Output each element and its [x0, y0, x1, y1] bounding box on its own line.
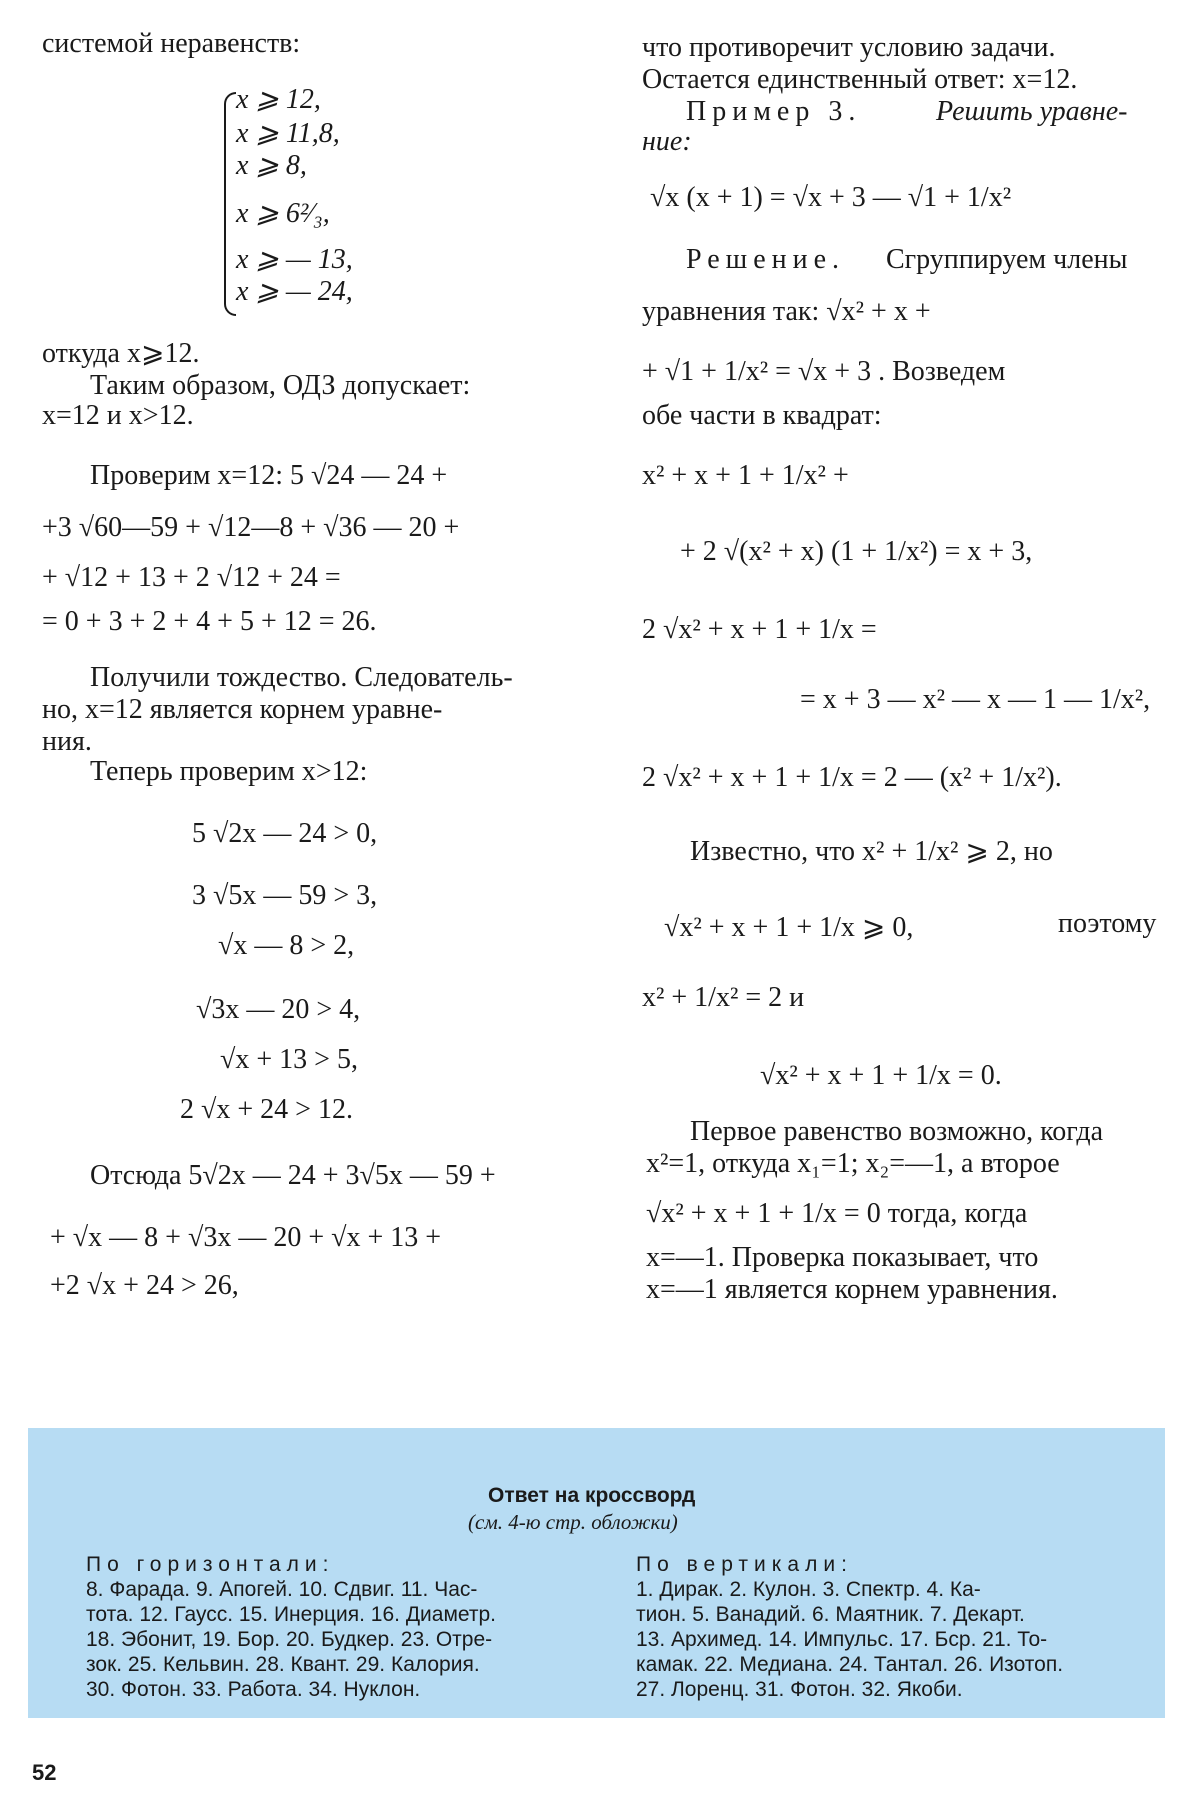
crossword-answer-box: [28, 1428, 1165, 1718]
page-number: 52: [32, 1760, 57, 1785]
inequality: √3x — 20 > 4,: [196, 994, 361, 1025]
formula-line: Отсюда 5√2x — 24 + 3√5x — 59 +: [90, 1160, 496, 1191]
text-line: обе части в квадрат:: [642, 400, 882, 431]
crossword-subtitle: (см. 4-ю стр. обложки): [468, 1510, 678, 1534]
formula-line: +3 √60—59 + √12—8 + √36 — 20 +: [42, 512, 460, 543]
down-line: камак. 22. Медиана. 24. Тантал. 26. Изотоп.: [636, 1653, 1064, 1676]
text-line: Сгруппируем члены: [886, 244, 1128, 275]
down-line: тион. 5. Ванадий. 6. Маятник. 7. Декарт.: [636, 1603, 1025, 1626]
across-column: [86, 1552, 606, 1702]
text-line: уравнения так: √x² + x +: [642, 296, 931, 327]
solution-label: Решение.: [686, 244, 846, 275]
text-line: Известно, что x² + 1/x² ⩾ 2, но: [690, 836, 1053, 867]
example-task: Решить уравне-: [936, 96, 1128, 127]
text-line: поэтому: [1058, 908, 1157, 939]
formula-line: √x² + x + 1 + 1/x = 0.: [760, 1060, 1002, 1091]
across-label: По горизонтали:: [86, 1553, 335, 1576]
inequality: 2 √x + 24 > 12.: [180, 1094, 353, 1125]
text-line: Таким образом, ОДЗ допускает:: [90, 370, 471, 401]
formula-line: 2 √x² + x + 1 + 1/x =: [642, 614, 877, 645]
text-line: но, x=12 является корнем уравне-: [42, 694, 443, 725]
system-row: x ⩾ 11,8,: [236, 118, 340, 149]
system-brace: [224, 92, 236, 316]
text-line: x=—1. Проверка показывает, что: [646, 1242, 1039, 1273]
text-line: Получили тождество. Следователь-: [90, 662, 513, 693]
inequality: 5 √2x — 24 > 0,: [192, 818, 378, 849]
formula-line: +2 √x + 24 > 26,: [50, 1270, 239, 1301]
system-row: x ⩾ 8,: [236, 150, 307, 181]
across-line: зок. 25. Кельвин. 28. Квант. 29. Калория.: [86, 1653, 480, 1676]
text-line: + √1 + 1/x² = √x + 3 . Возведем: [642, 356, 1006, 387]
text-line: что противоречит условию задачи.: [642, 32, 1056, 63]
formula-line: + √x — 8 + √3x — 20 + √x + 13 +: [50, 1222, 442, 1253]
formula-line: 2 √x² + x + 1 + 1/x = 2 — (x² + 1/x²).: [642, 762, 1062, 793]
example-task: ние:: [642, 126, 692, 157]
text-line: откуда x⩾12.: [42, 338, 200, 369]
text-line: ния.: [42, 726, 92, 757]
system-row: x ⩾ — 13,: [236, 244, 353, 275]
text-line: √x² + x + 1 + 1/x = 0 тогда, когда: [646, 1198, 1028, 1229]
text-line: системой неравенств:: [42, 28, 301, 59]
text-line: Остается единственный ответ: x=12.: [642, 64, 1078, 95]
system-row: x ⩾ — 24,: [236, 276, 353, 307]
across-line: 8. Фарада. 9. Апогей. 10. Сдвиг. 11. Час-: [86, 1578, 478, 1601]
system-row: x ⩾ 12,: [236, 84, 321, 115]
formula-line: + √12 + 13 + 2 √12 + 24 =: [42, 562, 341, 593]
down-column: [636, 1552, 1156, 1702]
formula-line: = 0 + 3 + 2 + 4 + 5 + 12 = 26.: [42, 606, 377, 637]
example-label: Пример 3.: [686, 96, 862, 127]
formula-line: Проверим x=12: 5 √24 — 24 +: [90, 460, 448, 491]
inequality: √x + 13 > 5,: [220, 1044, 358, 1075]
text-line: x²=1, откуда x₁=1; x₂=—1, а второе: [646, 1148, 1060, 1179]
formula-line: x² + x + 1 + 1/x² +: [642, 460, 849, 491]
formula-line: x² + 1/x² = 2 и: [642, 982, 805, 1013]
across-line: 30. Фотон. 33. Работа. 34. Нуклон.: [86, 1678, 421, 1701]
down-line: 1. Дирак. 2. Кулон. 3. Спектр. 4. Ка-: [636, 1578, 981, 1601]
text-line: x=12 и x>12.: [42, 400, 194, 431]
text-line: Теперь проверим x>12:: [90, 756, 368, 787]
down-line: 27. Лоренц. 31. Фотон. 32. Якоби.: [636, 1678, 963, 1701]
down-label: По вертикали:: [636, 1553, 853, 1576]
equation: √x (x + 1) = √x + 3 — √1 + 1/x²: [650, 182, 1012, 213]
across-line: тота. 12. Гаусс. 15. Инерция. 16. Диаметр.: [86, 1603, 497, 1626]
inequality: √x — 8 > 2,: [218, 930, 355, 961]
across-line: 18. Эбонит, 19. Бор. 20. Будкер. 23. Отре-: [86, 1628, 493, 1651]
formula-line: = x + 3 — x² — x — 1 — 1/x²,: [800, 684, 1151, 715]
text-line: x=—1 является корнем уравнения.: [646, 1274, 1058, 1305]
text-line: Первое равенство возможно, когда: [690, 1116, 1104, 1147]
crossword-title: Ответ на кроссворд: [488, 1484, 696, 1507]
down-line: 13. Архимед. 14. Импульс. 17. Бср. 21. То-: [636, 1628, 1048, 1651]
formula-line: + 2 √(x² + x) (1 + 1/x²) = x + 3,: [680, 536, 1033, 567]
system-row: x ⩾ 6²⁄₃,: [236, 198, 330, 229]
formula-line: √x² + x + 1 + 1/x ⩾ 0,: [664, 912, 914, 943]
inequality: 3 √5x — 59 > 3,: [192, 880, 378, 911]
